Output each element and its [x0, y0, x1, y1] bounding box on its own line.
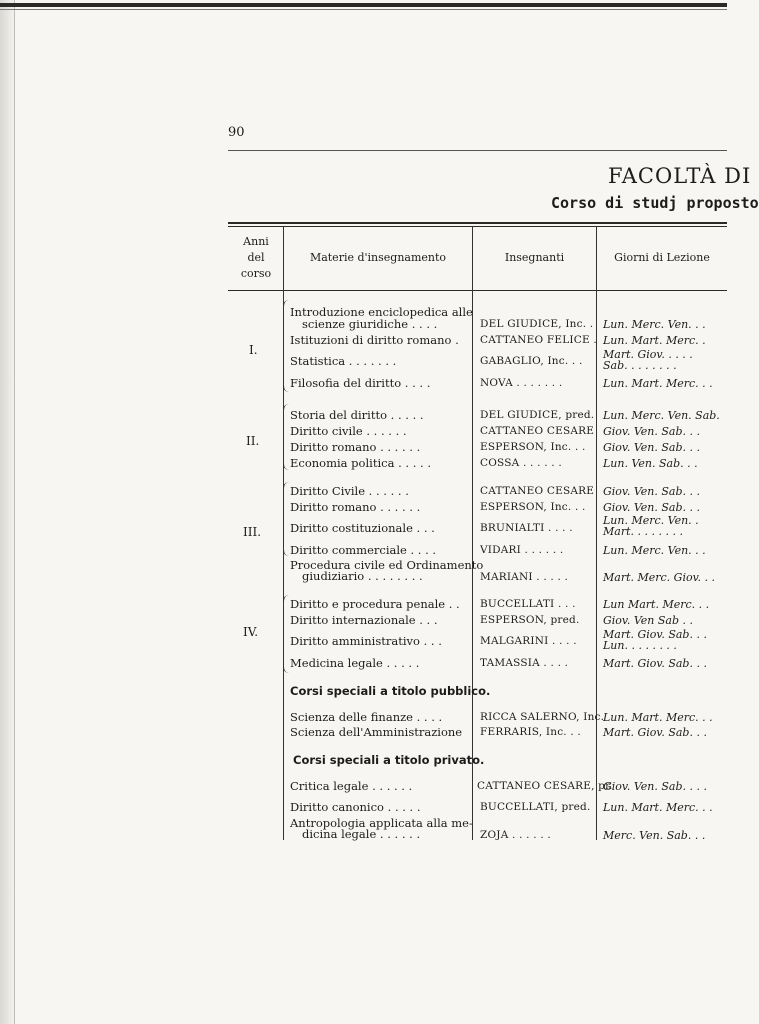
section-heading-public: Corsi speciali a titolo pubblico. — [290, 684, 491, 698]
subject-cell: Diritto commerciale . . . . — [290, 543, 437, 557]
days-cell: Mart. Giov. Sab. . . — [603, 657, 707, 670]
days-cell: Lun. Merc. Ven. Sab. — [603, 409, 720, 422]
days-cell: Giov. Ven Sab . . — [603, 614, 693, 627]
table-top-rule-thin — [228, 226, 727, 227]
teacher-cell: RICCA SALERNO, Inc. — [480, 711, 605, 723]
days-line: Lun. Merc. Ven. . — [603, 514, 699, 527]
subject-line: Procedura civile ed Ordinamento — [290, 558, 484, 572]
header-insegnanti: Insegnanti — [504, 251, 565, 264]
top-border-thin-line — [0, 9, 727, 10]
subject-cell: Diritto e procedura penale . . — [290, 597, 460, 611]
header-rule — [228, 150, 727, 151]
subject-cell: Istituzioni di diritto romano . — [290, 333, 459, 347]
subject-line: Introduzione enciclopedica alle — [290, 305, 473, 319]
subject-line: scienze giuridiche . . . . — [302, 317, 438, 331]
subject-cell: Diritto canonico . . . . . — [290, 800, 421, 814]
subject-cell: Diritto romano . . . . . . — [290, 500, 421, 514]
days-line: Lun. . . . . . . . — [603, 639, 677, 652]
year-label-1: I. — [249, 343, 258, 357]
teacher-cell: CATTANEO FELICE . — [480, 334, 597, 346]
teacher-cell: BRUNIALTI . . . . — [480, 522, 573, 534]
days-cell: Lun. Mart. Merc. . — [603, 334, 706, 347]
column-divider-3 — [596, 227, 597, 840]
header-anni-line-3: corso — [240, 267, 272, 280]
page-number: 90 — [228, 125, 245, 140]
subject-cell: Scienza delle finanze . . . . — [290, 710, 443, 724]
subject-line: giudiziario . . . . . . . . — [302, 569, 423, 583]
days-cell: Lun. Merc. Ven. . . — [603, 544, 706, 557]
teacher-cell: CATTANEO CESARE, pr. — [477, 780, 613, 792]
teacher-cell: COSSA . . . . . . — [480, 457, 562, 469]
teacher-cell: VIDARI . . . . . . — [480, 544, 564, 556]
subject-cell: Economia politica . . . . . — [290, 456, 431, 470]
subject-line: Antropologia applicata alla me- — [290, 816, 473, 830]
days-cell: Mart. Merc. Giov. . . — [603, 571, 715, 584]
teacher-cell: BUCCELLATI . . . — [480, 598, 576, 610]
teacher-cell: CATTANEO CESARE — [480, 425, 595, 437]
teacher-cell: CATTANEO CESARE — [480, 485, 595, 497]
subject-cell: Filosofia del diritto . . . . — [290, 376, 431, 390]
days-cell — [603, 629, 707, 651]
header-materie: Materie d'insegnamento — [309, 251, 447, 264]
teacher-cell: MARIANI . . . . . — [480, 571, 569, 583]
year-label-2: II. — [246, 434, 260, 448]
days-cell: Giov. Ven. Sab. . . — [603, 485, 700, 498]
subject-cell: Diritto Civile . . . . . . — [290, 484, 409, 498]
subject-cell — [290, 306, 473, 330]
teacher-cell: MALGARINI . . . . — [480, 635, 577, 647]
days-line: Mart. Giov. Sab. . . — [603, 628, 707, 641]
days-cell: Lun. Ven. Sab. . . — [603, 457, 698, 470]
header-giorni: Giorni di Lezione — [614, 251, 710, 264]
table-header-rule — [228, 290, 727, 291]
teacher-cell: TAMASSIA . . . . — [480, 657, 569, 669]
year-label-4: IV. — [243, 625, 259, 639]
teacher-cell: BUCCELLATI, pred. — [480, 801, 591, 813]
days-cell: Merc. Ven. Sab. . . — [603, 829, 706, 842]
teacher-cell: DEL GIUDICE, Inc. . — [480, 318, 594, 330]
subject-cell: Storia del diritto . . . . . — [290, 408, 424, 422]
header-anni-line-2: del — [247, 251, 265, 264]
header-anni-line-1: Anni — [243, 235, 269, 248]
days-cell: Lun. Mart. Merc. . . — [603, 801, 713, 814]
top-border-line — [0, 3, 727, 7]
subject-cell — [290, 560, 483, 582]
subject-cell: Diritto romano . . . . . . — [290, 440, 421, 454]
header-anni — [230, 234, 282, 282]
subject-cell — [290, 818, 473, 840]
subject-cell: Medicina legale . . . . . — [290, 656, 420, 670]
subject-cell: Diritto amministrativo . . . — [290, 634, 442, 648]
teacher-cell: ESPERSON, pred. — [480, 614, 580, 626]
teacher-cell: FERRARIS, Inc. . . — [480, 726, 581, 738]
days-cell: Giov. Ven. Sab. . . — [603, 441, 700, 454]
teacher-cell: ZOJA . . . . . . — [480, 829, 551, 841]
subject-cell: Scienza dell'Amministrazione — [290, 725, 463, 739]
days-line: Mart. Giov. . . . . — [603, 348, 693, 361]
days-line: Mart. . . . . . . . — [603, 525, 683, 538]
teacher-cell: ESPERSON, Inc. . . — [480, 501, 586, 513]
days-cell: Giov. Ven. Sab. . . . — [603, 780, 707, 793]
days-cell: Giov. Ven. Sab. . . — [603, 501, 700, 514]
days-line: Sab. . . . . . . . — [603, 359, 677, 372]
days-cell: Lun. Merc. Ven. . . — [603, 318, 706, 331]
days-cell: Lun. Mart. Merc. . . — [603, 711, 713, 724]
days-cell — [603, 515, 699, 537]
subject-line: dicina legale . . . . . . — [302, 827, 421, 841]
section-heading-private: Corsi speciali a titolo privato. — [293, 753, 485, 767]
teacher-cell: DEL GIUDICE, pred. — [480, 409, 595, 421]
subject-cell: Diritto costituzionale . . . — [290, 521, 435, 535]
teacher-cell: GABAGLIO, Inc. . . — [480, 355, 583, 367]
days-cell — [603, 349, 693, 371]
subject-cell: Diritto internazionale . . . — [290, 613, 438, 627]
course-subtitle: Corso di studj proposto — [551, 194, 759, 212]
year-label-3: III. — [243, 525, 262, 539]
teacher-cell: ESPERSON, Inc. . . — [480, 441, 586, 453]
days-cell: Giov. Ven. Sab. . . — [603, 425, 700, 438]
subject-cell: Statistica . . . . . . . — [290, 354, 397, 368]
days-cell: Mart. Giov. Sab. . . — [603, 726, 707, 739]
page-binding-rule — [14, 0, 15, 1024]
faculty-title: FACOLTÀ DI — [608, 164, 752, 188]
table-top-rule — [228, 222, 727, 224]
page-binding-edge — [0, 0, 14, 1024]
subject-cell: Diritto civile . . . . . . — [290, 424, 407, 438]
days-cell: Lun Mart. Merc. . . — [603, 598, 710, 611]
days-cell: Lun. Mart. Merc. . . — [603, 377, 713, 390]
subject-cell: Critica legale . . . . . . — [290, 779, 413, 793]
teacher-cell: NOVA . . . . . . . — [480, 377, 563, 389]
